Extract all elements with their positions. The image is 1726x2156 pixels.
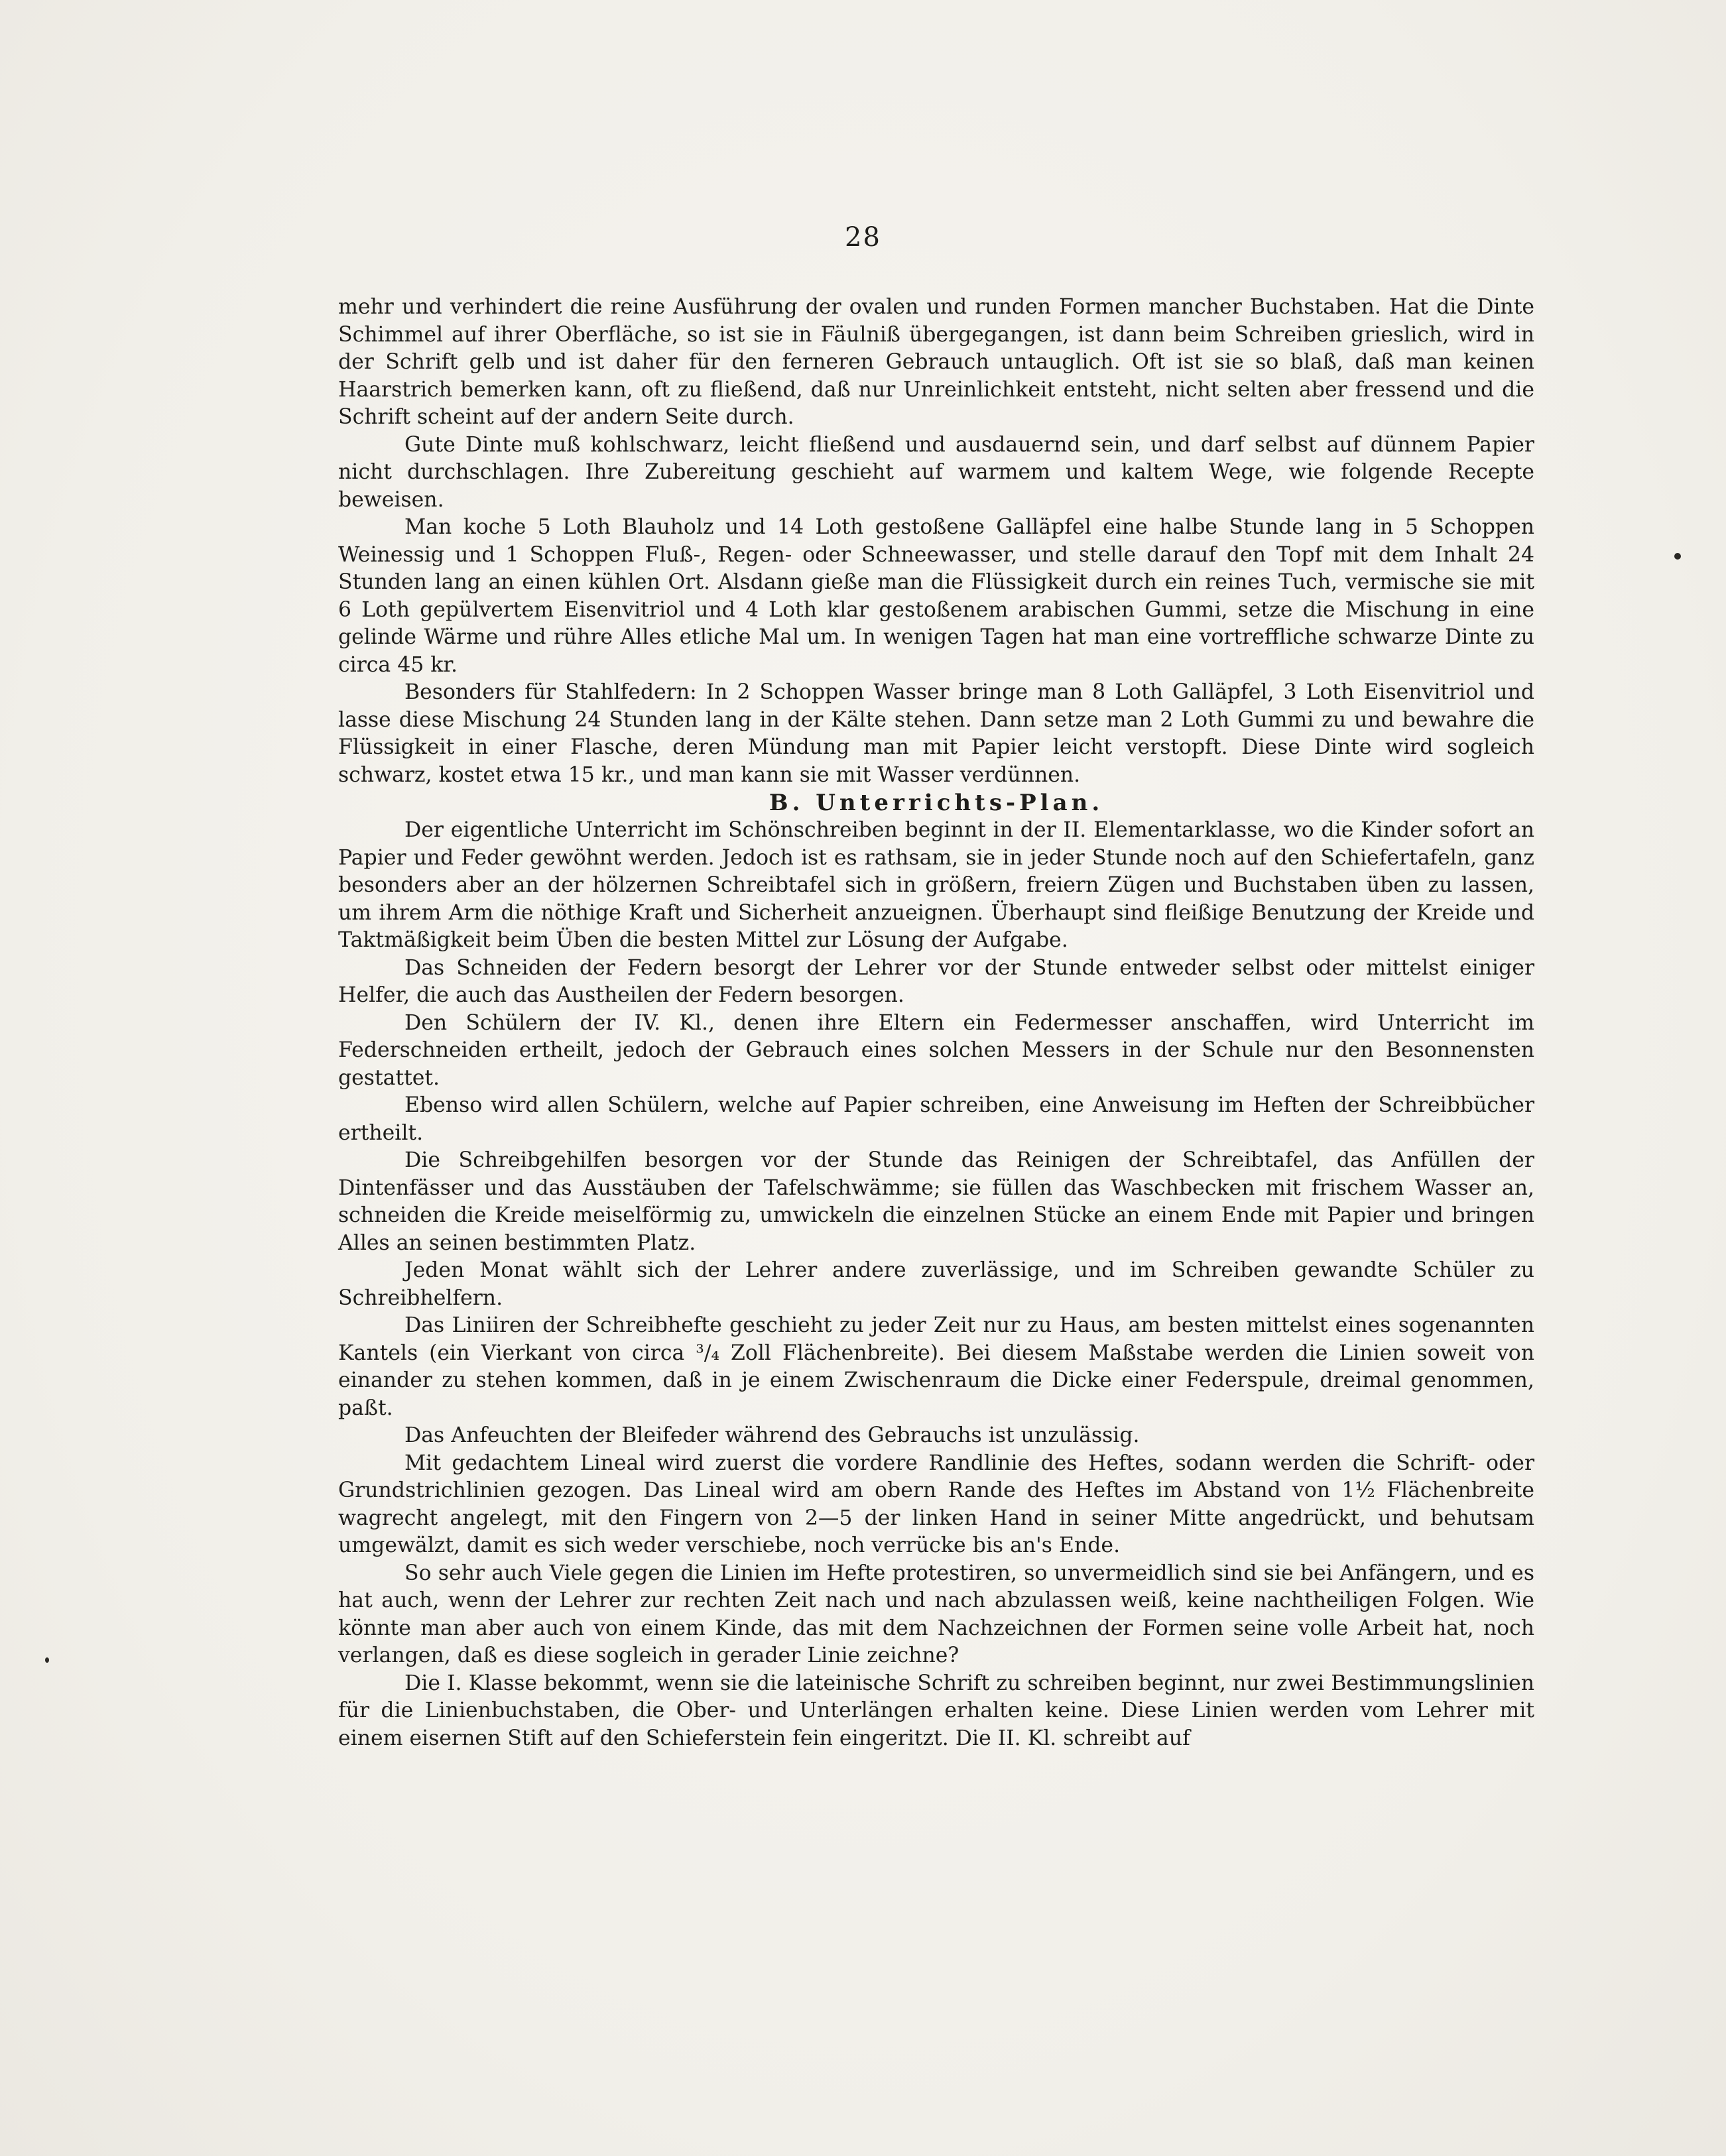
paragraph: Jeden Monat wählt sich der Lehrer andere zuverlässige, und im Schreiben gewandte Schüler zu Schreibhelfern. [338, 1258, 1534, 1310]
section-heading: B. Unterrichts-Plan. [769, 790, 1104, 816]
page-number: 28 [845, 222, 881, 253]
paragraph: Man koche 5 Loth Blauholz und 14 Loth gestoßene Galläpfel eine halbe Stunde lang in 5 Schoppen Weinessig und 1 Schoppen Fluß-, Regen- oder Schneewasser, und stelle darauf den Topf mit dem Inhalt 24 Stunden lang an einen kühlen Ort. Alsdann gieße man die Flüssigkeit durch ein reines Tuch, vermische sie mit 6 Loth gepülvertem Eisenvitriol und 4 Loth klar gestoßenem arabischen Gummi, setze die Mischung in eine gelinde Wärme und rühre Alles etliche Mal um. In wenigen Tagen hat man eine vortreffliche schwarze Dinte zu circa 45 kr. [338, 515, 1534, 677]
paragraph: Den Schülern der IV. Kl., denen ihre Eltern ein Federmesser anschaffen, wird Unterricht im Federschneiden ertheilt, jedoch der Gebrauch eines solchen Messers in der Schule nur den Besonnensten gestattet. [338, 1010, 1534, 1090]
paragraph: Das Liniiren der Schreibhefte geschieht zu jeder Zeit nur zu Haus, am besten mittelst eines sogenannten Kantels (ein Vierkant von circa ³/₄ Zoll Flächenbreite). Bei diesem Maßstabe werden die Linien soweit von einander zu stehen kommen, daß in je einem Zwischenraum die Dicke einer Federspule, dreimal genommen, paßt. [338, 1313, 1534, 1420]
text-block [338, 294, 1534, 1752]
paragraph: So sehr auch Viele gegen die Linien im Hefte protestiren, so unvermeidlich sind sie bei Anfängern, und es hat auch, wenn der Lehrer zur rechten Zeit nach und nach abzulassen weiß, keine nachtheiligen Folgen. Wie könnte man aber auch von einem Kinde, das mit dem Nachzeichnen der Formen seine volle Arbeit hat, noch verlangen, daß es diese sogleich in gerader Linie zeichne? [338, 1561, 1534, 1667]
paragraph: Besonders für Stahlfedern: In 2 Schoppen Wasser bringe man 8 Loth Galläpfel, 3 Loth Eisenvitriol und lasse diese Mischung 24 Stunden lang in der Kälte stehen. Dann setze man 2 Loth Gummi zu und bewahre die Flüssigkeit in einer Flasche, deren Mündung man mit Papier leicht verstopft. Diese Dinte wird sogleich schwarz, kostet etwa 15 kr., und man kann sie mit Wasser verdünnen. [338, 680, 1534, 787]
paragraph: mehr und verhindert die reine Ausführung der ovalen und runden Formen mancher Buchstaben. Hat die Dinte Schimmel auf ihrer Oberfläche, so ist sie in Fäulniß übergegangen, ist dann beim Schreiben grieslich, wird in der Schrift gelb und ist daher für den ferneren Gebrauch untauglich. Oft ist sie so blaß, daß man keinen Haarstrich bemerken kann, oft zu fließend, daß nur Unreinlichkeit entsteht, nicht selten aber fressend und die Schrift scheint auf der andern Seite durch. [338, 295, 1534, 429]
paragraph: Das Schneiden der Federn besorgt der Lehrer vor der Stunde entweder selbst oder mittelst einiger Helfer, die auch das Austheilen der Federn besorgen. [338, 955, 1534, 1007]
paragraph: Gute Dinte muß kohlschwarz, leicht fließend und ausdauernd sein, und darf selbst auf dünnem Papier nicht durchschlagen. Ihre Zubereitung geschieht auf warmem und kaltem Wege, wie folgende Recepte beweisen. [338, 432, 1534, 512]
scan-speck [45, 1657, 49, 1663]
paragraphs-before [338, 294, 1534, 789]
paragraph: Mit gedachtem Lineal wird zuerst die vordere Randlinie des Heftes, sodann werden die Schrift- oder Grundstrichlinien gezogen. Das Lineal wird am obern Rande des Heftes im Abstand von 1½ Flächenbreite wagrecht angelegt, mit den Fingern von 2—5 der linken Hand in seiner Mitte angedrückt, und behutsam umgewälzt, damit es sich weder verschiebe, noch verrücke bis an's Ende. [338, 1451, 1534, 1557]
paragraph: Ebenso wird allen Schülern, welche auf Papier schreiben, eine Anweisung im Heften der Schreibbücher ertheilt. [338, 1093, 1534, 1145]
paragraph: Die Schreibgehilfen besorgen vor der Stunde das Reinigen der Schreibtafel, das Anfüllen der Dintenfässer und das Ausstäuben der Tafelschwämme; sie füllen das Waschbecken mit frischem Wasser an, schneiden die Kreide meiselförmig zu, umwickeln die einzelnen Stücke an einem Ende mit Papier und bringen Alles an seinen bestimmten Platz. [338, 1148, 1534, 1255]
paragraphs-after [338, 817, 1534, 1752]
paragraph: Das Anfeuchten der Bleifeder während des Gebrauchs ist unzulässig. [404, 1423, 1140, 1447]
paragraph: Die I. Klasse bekommt, wenn sie die lateinische Schrift zu schreiben beginnt, nur zwei Bestimmungslinien für die Linienbuchstaben, die Ober- und Unterlängen erhalten keine. Diese Linien werden vom Lehrer mit einem eisernen Stift auf den Schieferstein fein eingeritzt. Die II. Kl. schreibt auf [338, 1671, 1534, 1750]
scan-speck [1674, 553, 1681, 560]
paragraph: Der eigentliche Unterricht im Schönschreiben beginnt in der II. Elementarklasse, wo die Kinder sofort an Papier und Feder gewöhnt werden. Jedoch ist es rathsam, sie in jeder Stunde noch auf den Schiefertafeln, ganz besonders aber an der hölzernen Schreibtafel sich in größern, freiern Zügen und Buchstaben üben zu lassen, um ihrem Arm die nöthige Kraft und Sicherheit anzueignen. Überhaupt sind fleißige Benutzung der Kreide und Taktmäßigkeit beim Üben die besten Mittel zur Lösung der Aufgabe. [338, 818, 1534, 952]
